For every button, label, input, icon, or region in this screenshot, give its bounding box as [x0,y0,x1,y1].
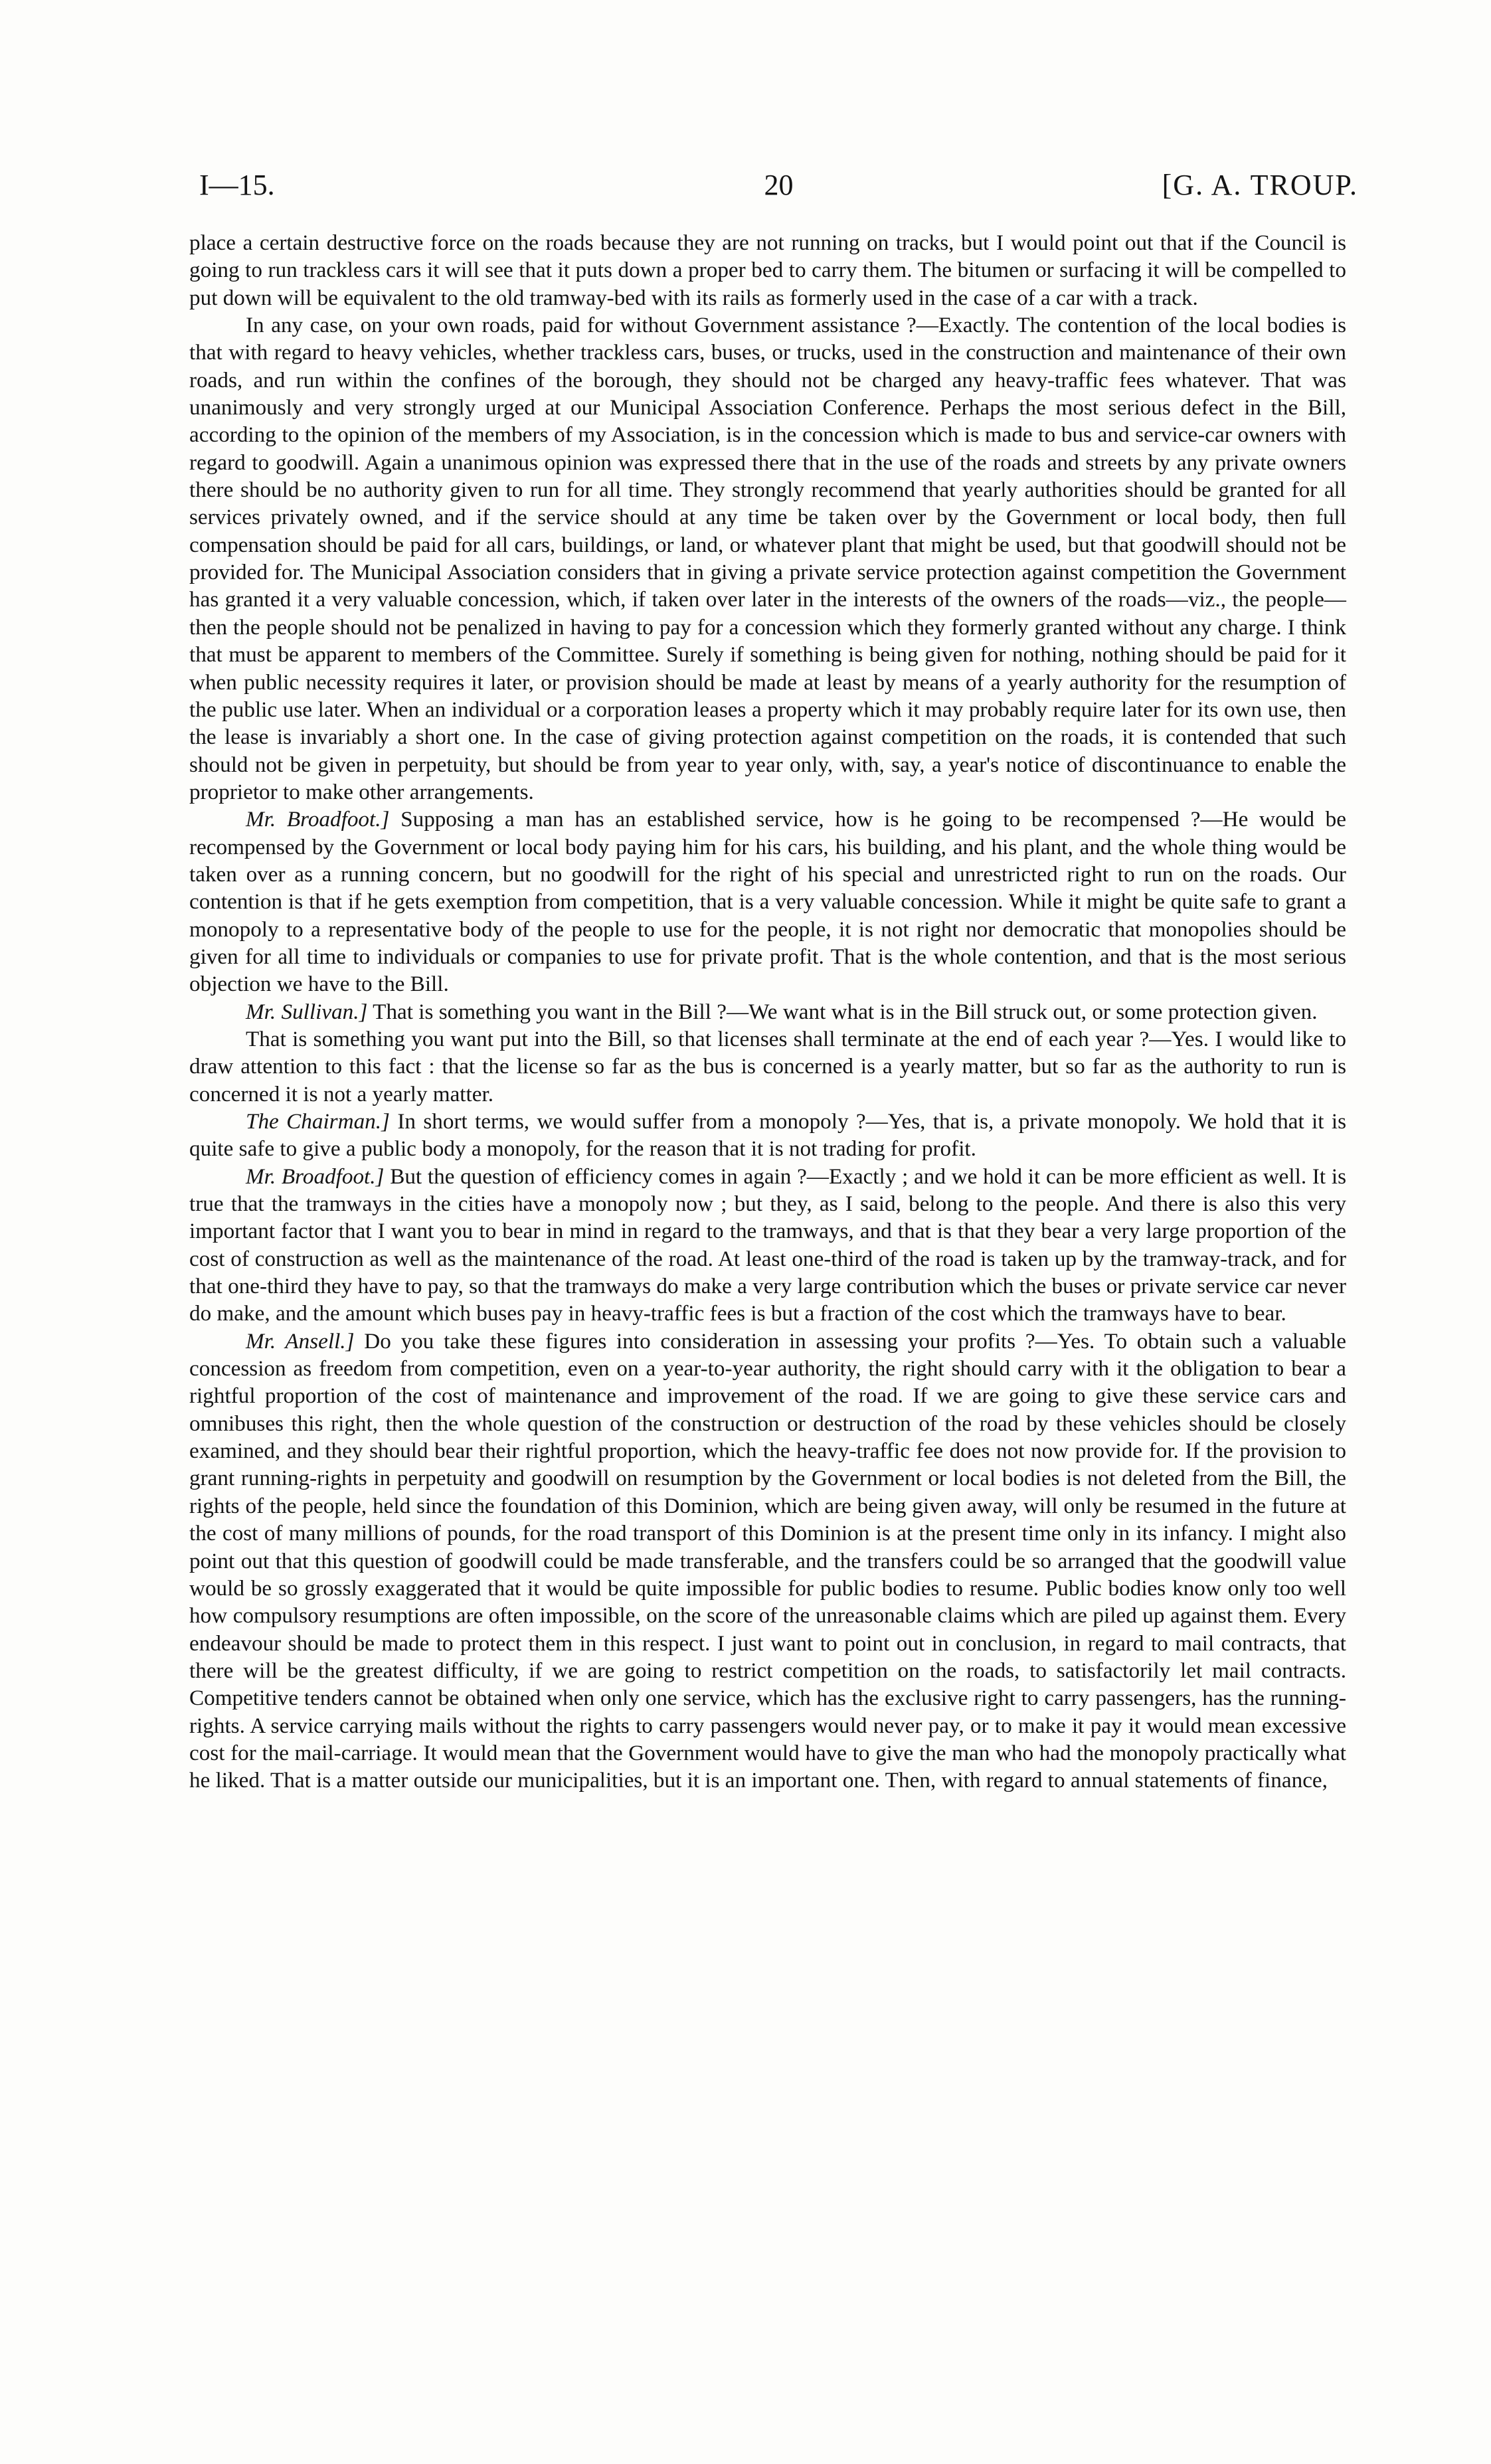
speaker-label: Mr. Broadfoot.] [246,1164,385,1189]
paragraph [189,229,1346,311]
paragraph [189,806,1346,998]
paragraph-text: In any case, on your own roads, paid for without Government assistance ?—Exactly. The contention of the local bodies is that with regard to heavy vehicles, whether trackless cars, buses, or trucks, used in the construction and maintenance of their own roads, and run within the confines of the borough, they should not be charged any heavy-traffic fees whatever. That was unanimously and very strongly urged at our Municipal Association Conference. Perhaps the most serious defect in the Bill, according to the opinion of the members of my Association, is in the concession which is made to bus and service-car owners with regard to goodwill. Again a unanimous opinion was expressed there that in the use of the roads and streets by any private owners there should be no authority given to run for all time. They strongly recommend that yearly authorities should be granted for all services privately owned, and if the service should at any time be taken over by the Government or local body, then full compensation should be paid for all cars, buildings, or land, or whatever plant that might be used, but that goodwill should not be provided for. The Municipal Association considers that in giving a private service protection against competition the Government has granted it a very valuable concession, which, if taken over later in the interests of the owners of the roads—viz., the people—then the people should not be penalized in having to pay for a concession which they formerly granted without any charge. I think that must be apparent to members of the Committee. Surely if something is being given for nothing, nothing should be paid for it when public necessity requires it later, or provision should be made at least by means of a yearly authority for the resumption of the public use later. When an individual or a corporation leases a property which it may probably require later for its own use, then the lease is invariably a short one. In the case of giving protection against competition on the roads, it is contended that such should not be given in perpetuity, but should be from year to year only, with, say, a year's notice of discontinuance to enable the proprietor to make other arrangements. [189,313,1346,804]
paragraph-text: That is something you want in the Bill ?—We want what is in the Bill struck out, or some protection given. [367,999,1318,1024]
body-text [189,229,1346,1795]
paragraph [189,1025,1346,1108]
speaker-label: The Chairman.] [246,1109,390,1134]
paragraph-text: In short terms, we would suffer from a monopoly ?—Yes, that is, a private monopoly. We hold that it is quite safe to give a public body a monopoly, for the reason that it is not trading for profit. [189,1109,1346,1162]
speaker-label: Mr. Sullivan.] [246,999,368,1024]
paragraph [189,1328,1346,1795]
speaker-label: Mr. Ansell.] [246,1328,355,1354]
page-header [199,168,1358,208]
paragraph-text: Do you take these figures into consideration in assessing your profits ?—Yes. To obtain such a valuable concession as freedom from competition, even on a year-to-year authority, the right should carry with it the obligation to bear a rightful proportion of the cost of maintenance and improvement of the road. If we are going to give these service cars and omnibuses this right, then the whole question of the construction or destruction of the road by these vehicles should be closely examined, and they should bear their rightful proportion, which the heavy-traffic fee does not now provide for. If the provision to grant running-rights in perpetuity and goodwill on resumption by the Government or local bodies is not deleted from the Bill, the rights of the people, held since the foundation of this Dominion, which are being given away, will only be resumed in the future at the cost of many millions of pounds, for the road transport of this Dominion is at the present time only in its infancy. I might also point out that this question of goodwill could be made transferable, and the transfers could be so arranged that the goodwill value would be so grossly exaggerated that it would be quite impossible for public bodies to resume. Public bodies know only too well how compulsory resumptions are often impossible, on the score of the unreasonable claims which are piled up against them. Every endeavour should be made to protect them in this respect. I just want to point out in conclusion, in regard to mail contracts, that there will be the greatest difficulty, if we are going to restrict competition on the roads, to satisfactorily let mail contracts. Competitive tenders cannot be obtained when only one service, which has the exclusive right to carry passengers, has the running-rights. A service carrying mails without the rights to carry passengers would never pay, or to make it pay it would mean excessive cost for the mail-carriage. It would mean that the Government would have to give the man who had the monopoly practically what he liked. That is a matter outside our municipalities, but it is an important one. Then, with regard to annual statements of finance, [189,1328,1346,1793]
paragraph [189,1108,1346,1163]
witness-name: [G. A. TROUP. [1162,169,1358,201]
paragraph-text: But the question of efficiency comes in again ?—Exactly ; and we hold it can be more efficient as well. It is true that the tramways in the cities have a monopoly now ; but they, as I said, belong to the people. And there is also this very important factor that I want you to bear in mind in regard to the tramways, and that is that they bear a very large proportion of the cost of construction as well as the maintenance of the road. At least one-third of the road is taken up by the tramway-track, and for that one-third they have to pay, so that the tramways do make a very large contribution which the buses or private service car never do make, and the amount which buses pay in heavy-traffic fees is but a fraction of the cost which the tramways have to bear. [189,1164,1346,1326]
page-number: 20 [764,169,794,201]
paragraph [189,311,1346,806]
paragraph-text: place a certain destructive force on the roads because they are not running on tracks, but I would point out that if the Council is going to run trackless cars it will see that it puts down a proper bed to carry them. The bitumen or surfacing it will be compelled to put down will be equivalent to the old tramway-bed with its rails as formerly used in the case of a car with a track. [189,230,1346,310]
paragraph [189,998,1346,1025]
document-reference: I—15. [199,169,275,201]
paragraph-text: Supposing a man has an established service, how is he going to be recompensed ?—He would be recompensed by the Government or local body paying him for his cars, his building, and his plant, and the whole thing would be taken over as a running concern, but no goodwill for the right of his special and unrestricted right to run on the roads. Our contention is that if he gets exemption from competition, that is a very valuable concession. While it might be quite safe to grant a monopoly to a representative body of the people to use for the people, it is not right nor democratic that monopolies should be given for all time to individuals or companies to use for private profit. That is the whole contention, and that is the most serious objection we have to the Bill. [189,807,1347,997]
speaker-label: Mr. Broadfoot.] [246,807,390,832]
paragraph [189,1163,1346,1328]
paragraph-text: That is something you want put into the Bill, so that licenses shall terminate at the end of each year ?—Yes. I would like to draw attention to this fact : that the license so far as the bus is concerned is a yearly matter, but so far as the authority to run is concerned it is not a yearly matter. [189,1026,1346,1106]
